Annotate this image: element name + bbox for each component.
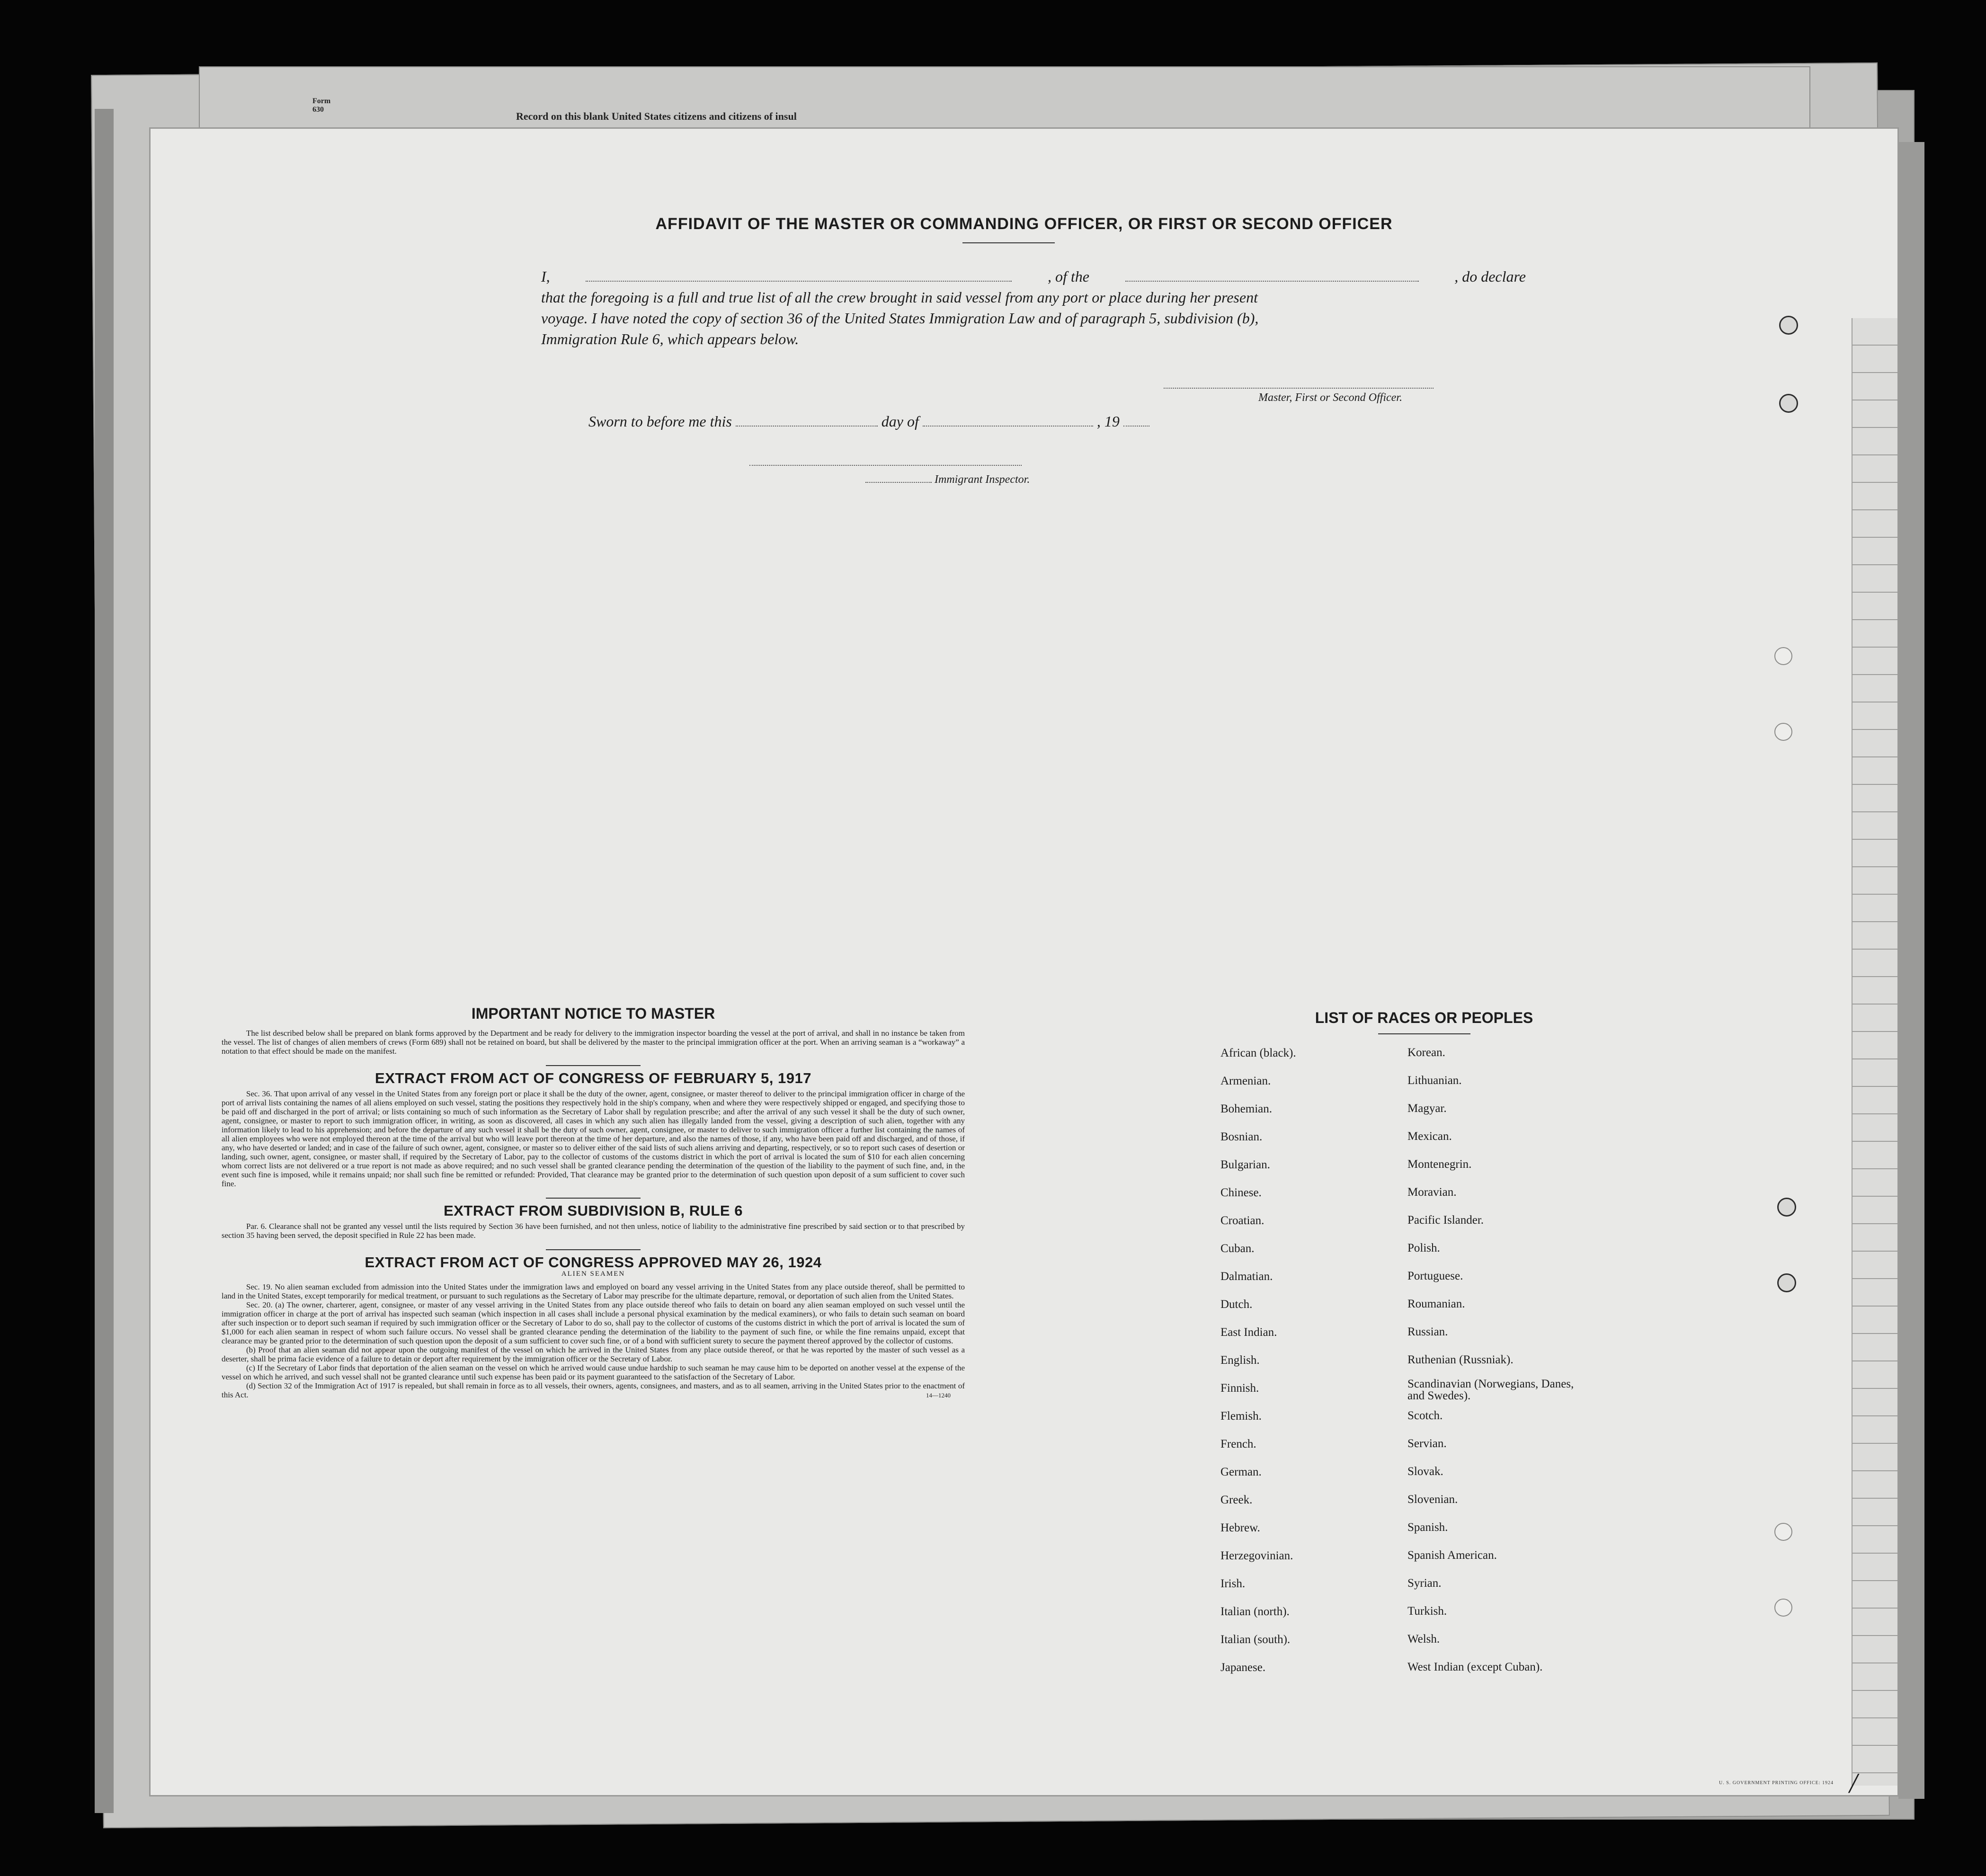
race-item: Spanish American. — [1407, 1549, 1497, 1562]
sworn-prefix: Sworn to before me this — [588, 413, 732, 430]
extract-1924-sec20a: Sec. 20. (a) The owner, charterer, agent, consignee, or master of any vessel arriving in the United States from any place outside thereof who fails to detain on board any alien seaman employed on such vessel until the immigration officer in charge at the port of arrival has inspected such seaman (which inspection in all cases shall include a personal physical examination by the medical examiners), or who fails to detain such seaman on board after such inspection or to deport such seaman if required by such immigration officer or the Secretary of Labor to do so, shall pay to the collector of customs of the customs district in which the port of arrival is located the sum of $1,000 for each alien seaman in respect of whom such failure occurs. No vessel shall be granted clearance pending the determination of the liability to the payment of such fine, or while the fine remains unpaid, except that clearance may be granted prior to the determination of such question upon the deposit of a sum sufficient to cover such fine, or of a bond with sufficient surety to secure the payment thereof approved by the collector of customs. — [222, 1300, 965, 1345]
race-item: Slovenian. — [1407, 1493, 1458, 1506]
affidavit-line-3: voyage. I have noted the copy of section 36 of the United States Immigration Law and of paragraph 5, subdivision (b), — [541, 310, 1259, 327]
affidavit-body — [541, 266, 1526, 349]
printing-office-imprint: U. S. GOVERNMENT PRINTING OFFICE: 1924 — [1719, 1780, 1834, 1786]
declare-label: , do declare — [1454, 268, 1526, 285]
punch-hole — [1774, 647, 1792, 665]
sworn-line — [588, 413, 1149, 430]
race-item: African (black). — [1220, 1047, 1296, 1059]
extract-1924-sec20c: (c) If the Secretary of Labor finds that deportation of the alien seaman on the vessel on which he arrived would cause undue hardship to such seaman he may cause him to be deported on another vessel at the expense of the vessel on which he arrived, and such vessel shall not be granted clearance until such expense has been paid or its payment guaranteed to the satisfaction of the Secretary of Labor. — [222, 1363, 965, 1381]
punch-hole — [1779, 316, 1798, 335]
section-divider — [546, 1198, 641, 1199]
extract-1924-sec19: Sec. 19. No alien seaman excluded from admission into the United States under the immigration laws and employed on board any vessel arriving in the United States from any place outside thereof, shall be permitted to land in the United States, except temporarily for medical treatment, or pursuant to such regulations as the Secretary of Labor may prescribe for the ultimate departure, removal, or deportation of such alien from the United States. — [222, 1282, 965, 1300]
form-code: 14—1240 — [926, 1392, 951, 1399]
extract-rule6-text: Par. 6. Clearance shall not be granted any vessel until the lists required by Section 36 have been furnished, and not then unless, notice of liability to the administrative fine prescribed by said section or to that prescribed by section 35 having been served, the deposit specified in Rule 22 has been made. — [222, 1222, 965, 1240]
race-item: Herzegovinian. — [1220, 1549, 1293, 1562]
race-item: Pacific Islander. — [1407, 1214, 1484, 1227]
races-divider — [1378, 1033, 1470, 1034]
race-item: Polish. — [1407, 1242, 1440, 1254]
race-item: Japanese. — [1220, 1661, 1266, 1674]
race-item: Dalmatian. — [1220, 1270, 1273, 1283]
race-item: Ruthenian (Russniak). — [1407, 1353, 1514, 1366]
vessel-of-label: , of the — [1047, 268, 1089, 285]
punch-hole — [1774, 723, 1792, 741]
race-item: Magyar. — [1407, 1102, 1447, 1115]
punch-hole — [1777, 1273, 1796, 1292]
race-item: Scotch. — [1407, 1409, 1443, 1422]
race-item: Hebrew. — [1220, 1521, 1260, 1534]
punch-hole — [1777, 1198, 1796, 1217]
declarant-line — [541, 266, 1526, 287]
extract-1924-heading: EXTRACT FROM ACT OF CONGRESS APPROVED MAY 26, 1924 — [365, 1254, 822, 1271]
sworn-day-label: day of — [881, 413, 919, 430]
affidavit-title: AFFIDAVIT OF THE MASTER OR COMMANDING OFFICER, OR FIRST OR SECOND OFFICER — [655, 215, 1393, 233]
race-item: Greek. — [1220, 1494, 1253, 1506]
background-record-header: Record on this blank United States citizens and citizens of insul — [516, 110, 797, 122]
race-item: Spanish. — [1407, 1521, 1448, 1534]
extract-1917-text: Sec. 36. That upon arrival of any vessel in the United States from any foreign port or place it shall be the duty of the owner, agent, consignee, or master thereof to deliver to the principal immigration officer in charge of the port of arrival lists containing the names of all aliens employed on such vessel, stating the positions they respectively hold in the ship's company, when and where they were respectively shipped or engaged, and specifying those to be paid off and discharged in the port of arrival; or lists containing so much of such information as the Secretary of Labor shall by regulation prescribe; and after the arrival of any such vessel it shall be the duty of such owner, agent, consignee, or master to report to such immigration officer, in writing, as soon as discovered, all cases in which any such alien has illegally landed from the vessel, giving a description of such alien, together with any information likely to lead to his apprehension; and before the departure of any such vessel it shall be the duty of such owner, agent, consignee, or master to deliver to such immigration officer a further list containing the names of all alien employees who were not employed thereon at the time of the arrival but who will leave port thereon at the time of her departure, and also the names of those, if any, who have been paid off and discharged, and of those, if any, who have deserted or landed; and in case of the failure of such owner, agent, consignee, or master so to deliver either of the said lists of such aliens arriving and departing, respectively, or so to report such cases of desertion or landing, such owner, agent, consignee, or master shall, if required by the Secretary of Labor, pay to the collector of customs of the customs district in which the port of arrival is located the sum of $10 for each alien concerning whom correct lists are not delivered or a true report is not made as above required; and no such vessel shall be granted clearance pending the determination of the question of the liability to the payment of such fine, and, in the event such fine is imposed, while it remains unpaid; nor shall such fine be remitted or refunded: Provided, That clearance may be granted prior to the determination of such question upon deposit of a sum sufficient to cover such fine. — [222, 1089, 965, 1188]
affidavit-line-4: Immigration Rule 6, which appears below. — [541, 330, 799, 347]
race-item: East Indian. — [1220, 1326, 1277, 1339]
title-divider — [962, 242, 1055, 243]
race-item: Montenegrin. — [1407, 1158, 1472, 1171]
declarant-name-field[interactable] — [586, 275, 1012, 282]
section-divider — [546, 1065, 641, 1066]
right-edge-stack — [1898, 142, 1924, 1799]
race-item: Moravian. — [1407, 1186, 1457, 1199]
sworn-year-field[interactable] — [1123, 420, 1149, 427]
vessel-name-field[interactable] — [1125, 275, 1419, 282]
notice-text: The list described below shall be prepared on blank forms approved by the Department and be ready for delivery to the immigration inspector boarding the vessel at the port of arrival, and shall in no instance be taken from the vessel. The list of changes of alien members of crews (Form 689) shall not be retained on board, but shall be delivered by the master to the principal immigration officer at the port. When an arriving seaman is a “workaway” a notation to that effect should be made on the manifest. — [222, 1029, 965, 1056]
race-item: Italian (north). — [1220, 1605, 1290, 1618]
race-item: West Indian (except Cuban). — [1407, 1661, 1543, 1673]
inspector-signature-field[interactable] — [749, 459, 1022, 466]
sworn-year-label: , 19 — [1096, 413, 1120, 430]
race-item: Turkish. — [1407, 1605, 1447, 1618]
background-form-number: Form 630 — [312, 97, 331, 114]
race-item: Roumanian. — [1407, 1298, 1465, 1310]
race-item: Servian. — [1407, 1437, 1447, 1450]
ruled-margin-strip — [1852, 318, 1897, 1786]
race-item: Lithuanian. — [1407, 1074, 1462, 1087]
race-item: Irish. — [1220, 1577, 1246, 1590]
races-column — [1187, 1009, 1661, 1689]
race-item: Finnish. — [1220, 1382, 1259, 1395]
race-item: Scandinavian (Norwegians, Danes, and Swedes). — [1407, 1378, 1574, 1402]
race-item: Welsh. — [1407, 1633, 1440, 1645]
extract-1917-heading: EXTRACT FROM ACT OF CONGRESS OF FEBRUARY 5, 1917 — [375, 1070, 811, 1086]
race-item: Dutch. — [1220, 1298, 1253, 1311]
inspector-label: Immigrant Inspector. — [935, 473, 1030, 486]
race-item: Slovak. — [1407, 1465, 1443, 1478]
left-edge-stack — [95, 109, 114, 1813]
inspector-port-field[interactable] — [865, 476, 932, 483]
race-item: Syrian. — [1407, 1577, 1442, 1590]
affidavit-page — [151, 129, 1897, 1799]
pen-mark: / — [1849, 1768, 1857, 1799]
race-item: German. — [1220, 1466, 1262, 1478]
race-item: Croatian. — [1220, 1214, 1265, 1227]
punch-hole — [1774, 1599, 1792, 1617]
section-divider — [546, 1249, 641, 1250]
race-item: Cuban. — [1220, 1242, 1255, 1255]
race-item: Bohemian. — [1220, 1102, 1273, 1115]
notice-heading: IMPORTANT NOTICE TO MASTER — [471, 1005, 715, 1022]
punch-hole — [1774, 1523, 1792, 1541]
race-item: Mexican. — [1407, 1130, 1452, 1143]
extract-1924-sec20d: (d) Section 32 of the Immigration Act of 1917 is repealed, but shall remain in force as to all vessels, their owners, agents, consignees, and masters, and as to all seamen, arriving in the United States prior to the enactment of this Act. — [222, 1381, 965, 1399]
master-signature-field[interactable] — [1164, 382, 1434, 389]
race-item: Korean. — [1407, 1046, 1445, 1059]
race-item: Bulgarian. — [1220, 1158, 1270, 1171]
race-item: English. — [1220, 1354, 1260, 1367]
inspector-label-row — [865, 473, 1030, 486]
master-signature-label: Master, First or Second Officer. — [1258, 391, 1402, 404]
extract-1924-sec20b: (b) Proof that an alien seaman did not appear upon the outgoing manifest of the vessel on which he arrived in the United States from any place outside thereof, or that he was reported by the master of such vessel as a deserter, shall be prima facie evidence of a failure to detain or deport after requirement by the immigration officer or the Secretary of Labor. — [222, 1345, 965, 1363]
race-item: Italian (south). — [1220, 1633, 1291, 1646]
race-item: Bosnian. — [1220, 1130, 1263, 1143]
race-item: Armenian. — [1220, 1075, 1271, 1087]
extract-rule6-heading: EXTRACT FROM SUBDIVISION B, RULE 6 — [444, 1202, 743, 1219]
sworn-month-field[interactable] — [923, 420, 1093, 427]
race-item: Portuguese. — [1407, 1270, 1463, 1282]
race-item: Russian. — [1407, 1325, 1448, 1338]
race-item: Flemish. — [1220, 1410, 1262, 1423]
notice-column — [222, 1005, 965, 1400]
punch-hole — [1779, 394, 1798, 413]
races-list — [1187, 1047, 1661, 1689]
race-item: Chinese. — [1220, 1186, 1262, 1199]
race-item: French. — [1220, 1438, 1256, 1450]
declarant-prefix: I, — [541, 268, 550, 285]
sworn-day-field[interactable] — [736, 420, 878, 427]
races-heading: LIST OF RACES OR PEOPLES — [1315, 1009, 1533, 1026]
alien-seamen-subheading: ALIEN SEAMEN — [561, 1270, 625, 1278]
affidavit-line-2: that the foregoing is a full and true list of all the crew brought in said vessel from any port or place during her present — [541, 289, 1258, 306]
